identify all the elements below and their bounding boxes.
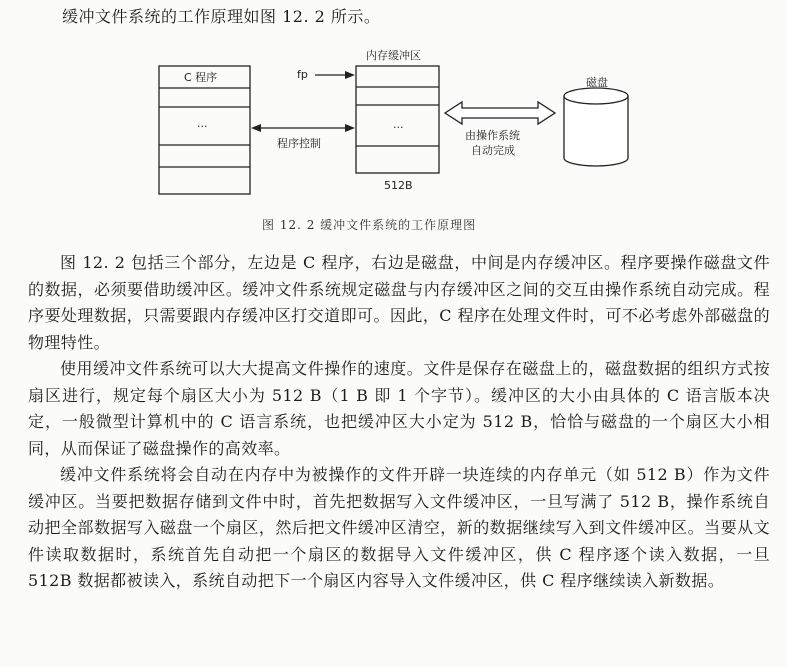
paragraph-1: 图 12. 2 包括三个部分，左边是 C 程序，右边是磁盘，中间是内存缓冲区。程序要操作磁盘文件的数据，必须要借助缓冲区。缓冲文件系统规定磁盘与内存缓冲区之间的交互由操作系统自动完成。程序要处理数据，只需要跟内存缓冲区打交道即可。因此，C 程序在处理文件时，可不必考虑外部磁盘的物理特性。 bbox=[28, 253, 770, 352]
buffer-size-label: 512B bbox=[384, 179, 413, 192]
diagram-graphics bbox=[0, 0, 787, 240]
disk-label: 磁盘 bbox=[586, 76, 608, 89]
figure-caption: 图 12. 2 缓冲文件系统的工作原理图 bbox=[262, 218, 477, 232]
os-transfer-arrow bbox=[445, 102, 555, 124]
fp-label: fp bbox=[297, 68, 308, 81]
buffer-ellipsis: ··· bbox=[393, 121, 404, 134]
os-auto-label-line2: 自动完成 bbox=[471, 144, 515, 157]
program-control-label: 程序控制 bbox=[277, 137, 321, 150]
paragraph-2: 使用缓冲文件系统可以大大提高文件操作的速度。文件是保存在磁盘上的，磁盘数据的组织方式按扇区进行，规定每个扇区大小为 512 B（1 B 即 1 个字节）。缓冲区的大小由具体的 C 语言版本决定，一般微型计算机中的 C 语言系统，也把缓冲区大小定为 512 B，恰恰与磁盘的一个扇区大小相同，从而保证了磁盘操作的高效率。 bbox=[28, 359, 770, 458]
paragraph-3: 缓冲文件系统将会自动在内存中为被操作的文件开辟一块连续的内存单元（如 512 B）作为文件缓冲区。当要把数据存储到文件中时，首先把数据写入文件缓冲区，一旦写满了 512 B，操作系统自动把全部数据写入磁盘一个扇区，然后把文件缓冲区清空，新的数据继续写入到文件缓冲区。当要从文件读取数据时，系统首先自动把一个扇区的数据导入文件缓冲区，供 C 程序逐个读入数据，一旦 512B 数据都被读入，系统自动把下一个扇区内容导入文件缓冲区，供 C 程序继续读入新数据。 bbox=[28, 465, 770, 590]
disk-cylinder bbox=[564, 88, 628, 166]
os-auto-label-line1: 由操作系统 bbox=[465, 129, 520, 142]
c-program-ellipsis: ··· bbox=[197, 120, 208, 133]
program-control-arrow bbox=[251, 124, 355, 132]
c-program-label: C 程序 bbox=[184, 71, 218, 84]
memory-buffer-box bbox=[356, 66, 439, 173]
intro-line: 缓冲文件系统的工作原理如图 12. 2 所示。 bbox=[62, 7, 381, 26]
memory-buffer-label: 内存缓冲区 bbox=[366, 49, 421, 62]
buffer-system-diagram bbox=[0, 0, 787, 240]
body-text bbox=[28, 250, 770, 595]
fp-arrow bbox=[315, 71, 355, 79]
